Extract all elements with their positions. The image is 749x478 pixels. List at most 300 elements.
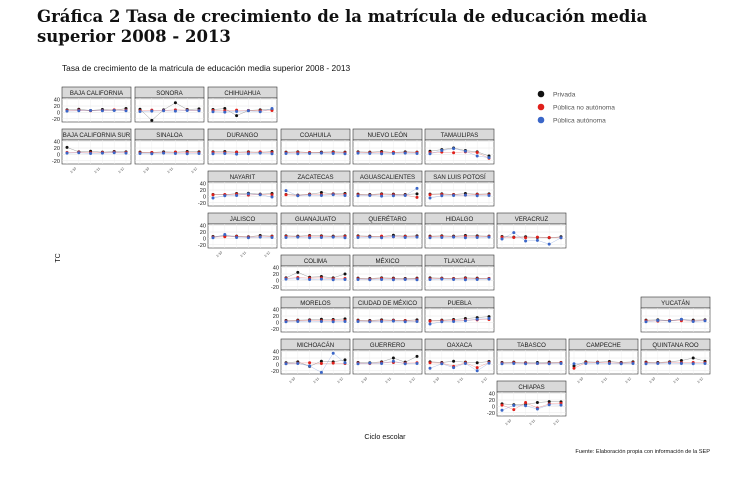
data-point: [488, 194, 491, 197]
data-point: [223, 111, 226, 114]
y-tick-label: 20: [199, 188, 206, 194]
facet-panel: [281, 171, 350, 206]
data-point: [308, 236, 311, 239]
data-point: [392, 235, 395, 238]
data-point: [429, 367, 432, 370]
x-tick-label: 2-10: [142, 166, 151, 175]
data-point: [271, 236, 274, 239]
facet-panel: [425, 339, 494, 384]
y-tick-label: 0: [56, 152, 60, 159]
legend-marker: [538, 117, 545, 124]
legend-marker: [538, 104, 545, 111]
facet-panel: [487, 381, 566, 426]
data-point: [416, 187, 419, 190]
data-point: [512, 404, 515, 407]
data-point: [101, 109, 104, 112]
data-point: [332, 362, 335, 365]
data-point: [320, 194, 323, 197]
data-point: [404, 320, 407, 323]
facet-strip-label: COAHUILA: [299, 132, 332, 139]
data-point: [332, 278, 335, 281]
legend-marker: [538, 91, 545, 98]
data-point: [464, 150, 467, 153]
facet-strip-label: ZACATECAS: [297, 174, 334, 181]
data-point: [476, 278, 479, 281]
x-tick-label: 2-11: [166, 166, 175, 175]
data-point: [440, 278, 443, 281]
facet-strip-label: MÉXICO: [375, 258, 400, 265]
data-point: [285, 362, 288, 365]
facet-plot-area: [425, 308, 494, 332]
data-point: [344, 194, 347, 197]
facet-strip-label: COLIMA: [303, 258, 328, 265]
facet-strip-label: CHIHUAHUA: [224, 90, 261, 97]
facet-strip-label: SAN LUIS POTOSÍ: [433, 174, 486, 181]
facet-panel: [353, 339, 422, 384]
data-point: [320, 371, 323, 374]
facet-panel: [135, 129, 204, 174]
data-point: [344, 278, 347, 281]
y-tick-label: 20: [272, 314, 279, 320]
data-point: [404, 278, 407, 281]
y-tick-label: -20: [51, 116, 60, 123]
data-point: [512, 362, 515, 365]
facet-strip-label: NAYARIT: [229, 174, 256, 181]
data-point: [186, 109, 189, 112]
data-point: [524, 239, 527, 242]
data-point: [344, 273, 347, 276]
x-tick-label: 2-11: [528, 418, 537, 427]
data-point: [452, 278, 455, 281]
data-point: [380, 362, 383, 365]
data-point: [452, 366, 455, 369]
data-point: [308, 194, 311, 197]
data-point: [416, 236, 419, 239]
y-tick-label: -20: [270, 326, 279, 333]
x-tick-label: 2-12: [552, 418, 561, 427]
data-point: [125, 109, 128, 112]
y-tick-label: 40: [272, 307, 279, 314]
data-point: [668, 362, 671, 365]
y-tick-label: 0: [275, 320, 279, 327]
data-point: [429, 197, 432, 200]
data-point: [476, 318, 479, 321]
data-point: [536, 407, 539, 410]
data-point: [308, 320, 311, 323]
data-point: [476, 194, 479, 197]
data-point: [560, 236, 563, 239]
data-point: [357, 320, 360, 323]
data-point: [296, 277, 299, 280]
facet-panel: [135, 87, 204, 122]
data-point: [296, 152, 299, 155]
x-tick-label: 2-10: [504, 418, 513, 427]
data-point: [344, 320, 347, 323]
facet-strip-label: TLAXCALA: [443, 258, 476, 265]
facet-strip-label: SONORA: [156, 90, 183, 97]
data-point: [198, 152, 201, 155]
data-point: [536, 401, 539, 404]
data-point: [416, 278, 419, 281]
x-tick-label: 2-10: [360, 376, 369, 385]
x-tick-label: 2-11: [600, 376, 609, 385]
data-point: [440, 194, 443, 197]
facet-plot-area: [62, 140, 131, 164]
data-point: [536, 239, 539, 242]
data-point: [308, 361, 311, 364]
data-point: [368, 278, 371, 281]
data-point: [235, 110, 238, 113]
x-tick-label: 2-12: [480, 376, 489, 385]
data-point: [692, 320, 695, 323]
x-tick-label: 2-10: [215, 250, 224, 259]
data-point: [704, 362, 707, 365]
data-point: [77, 151, 80, 154]
data-point: [296, 194, 299, 197]
data-point: [404, 152, 407, 155]
data-point: [680, 318, 683, 321]
data-point: [368, 152, 371, 155]
data-point: [501, 238, 504, 241]
x-tick-label: 2-10: [69, 166, 78, 175]
facet-panel: [52, 129, 131, 174]
facet-panel: [271, 297, 350, 333]
facet-strip-label: HIDALGO: [445, 216, 474, 223]
data-point: [296, 271, 299, 274]
data-point: [77, 109, 80, 112]
data-point: [416, 320, 419, 323]
data-point: [285, 278, 288, 281]
y-tick-label: -20: [197, 242, 206, 249]
data-point: [271, 152, 274, 155]
data-point: [271, 196, 274, 199]
facet-strip-label: TAMAULIPAS: [440, 132, 479, 139]
data-point: [285, 189, 288, 192]
facet-panel: [353, 171, 422, 206]
data-point: [404, 362, 407, 365]
y-tick-label: 0: [275, 278, 279, 285]
facet-plot-area: [497, 392, 566, 416]
data-point: [536, 236, 539, 239]
data-point: [476, 155, 479, 158]
facet-panel: [198, 171, 277, 207]
data-point: [416, 196, 419, 199]
data-point: [223, 194, 226, 197]
data-point: [285, 152, 288, 155]
facet-plot-area: [641, 350, 710, 374]
facet-panel: [497, 339, 566, 374]
data-point: [308, 365, 311, 368]
data-point: [357, 194, 360, 197]
facet-plot-area: [353, 350, 422, 374]
data-point: [174, 152, 177, 155]
data-point: [440, 236, 443, 239]
data-point: [476, 361, 479, 364]
x-tick-label: 2-11: [312, 376, 321, 385]
x-tick-label: 2-11: [93, 166, 102, 175]
data-point: [150, 110, 153, 113]
facet-panel: [271, 339, 350, 384]
facet-panel: [353, 297, 422, 332]
data-point: [452, 236, 455, 239]
data-point: [332, 320, 335, 323]
y-tick-label: 40: [272, 349, 279, 356]
y-tick-label: 40: [199, 223, 206, 230]
data-point: [512, 231, 515, 234]
x-axis-label: Ciclo escolar: [364, 432, 406, 441]
x-tick-label: 2-11: [384, 376, 393, 385]
data-point: [235, 194, 238, 197]
data-point: [429, 323, 432, 326]
data-point: [332, 193, 335, 196]
facet-panel: [497, 213, 566, 248]
data-point: [392, 152, 395, 155]
facet-panel: [641, 297, 710, 332]
x-tick-label: 2-11: [456, 376, 465, 385]
x-tick-label: 2-12: [696, 376, 705, 385]
y-tick-label: 0: [202, 236, 206, 243]
data-point: [368, 236, 371, 239]
data-point: [125, 152, 128, 155]
data-point: [89, 109, 92, 112]
data-point: [259, 236, 262, 239]
data-point: [645, 320, 648, 323]
data-point: [573, 367, 576, 370]
y-tick-label: 40: [53, 97, 60, 104]
y-tick-label: 20: [272, 272, 279, 278]
data-point: [380, 236, 383, 239]
data-point: [704, 319, 707, 322]
facet-strip-label: BAJA CALIFORNIA SUR: [62, 132, 131, 139]
y-tick-label: 0: [202, 194, 206, 201]
x-tick-label: 2-10: [576, 376, 585, 385]
data-point: [259, 193, 262, 196]
data-point: [344, 358, 347, 361]
facet-panel: [353, 255, 422, 290]
data-point: [656, 319, 659, 322]
data-point: [476, 236, 479, 239]
facet-panel: [425, 129, 494, 164]
data-point: [247, 109, 250, 112]
facet-strip-label: GUERRERO: [369, 342, 406, 349]
data-point: [632, 362, 635, 365]
data-point: [476, 366, 479, 369]
y-tick-label: -20: [270, 368, 279, 375]
facet-panel: [271, 255, 350, 291]
data-point: [512, 236, 515, 239]
y-tick-label: 20: [199, 230, 206, 236]
data-point: [308, 278, 311, 281]
data-point: [344, 152, 347, 155]
data-point: [247, 192, 250, 195]
facet-panel: [208, 87, 277, 122]
data-point: [320, 236, 323, 239]
data-point: [380, 278, 383, 281]
legend-label: Pública no autónoma: [553, 104, 615, 112]
facet-strip-label: CHIAPAS: [518, 384, 545, 391]
x-tick-label: 2-12: [408, 376, 417, 385]
facet-panel: [641, 339, 710, 384]
x-tick-label: 2-12: [190, 166, 199, 175]
y-tick-label: -20: [270, 284, 279, 291]
y-tick-label: 20: [272, 356, 279, 362]
facet-strip-label: TABASCO: [517, 342, 546, 349]
facet-panel: [281, 213, 350, 248]
data-point: [501, 362, 504, 365]
data-point: [271, 107, 274, 110]
data-point: [548, 403, 551, 406]
data-point: [573, 362, 576, 365]
data-point: [223, 233, 226, 236]
facet-panel: [353, 129, 422, 164]
data-point: [452, 194, 455, 197]
data-point: [320, 278, 323, 281]
data-point: [680, 362, 683, 365]
facet-strip-label: SINALOA: [156, 132, 183, 139]
data-point: [285, 236, 288, 239]
data-point: [285, 320, 288, 323]
data-point: [212, 193, 215, 196]
data-point: [139, 152, 142, 155]
data-point: [404, 194, 407, 197]
data-point: [429, 320, 432, 323]
facet-panel: [198, 213, 277, 258]
y-tick-label: 0: [491, 404, 495, 411]
data-point: [320, 320, 323, 323]
data-point: [368, 320, 371, 323]
data-point: [429, 361, 432, 364]
data-point: [524, 236, 527, 239]
data-point: [584, 362, 587, 365]
y-tick-label: 20: [53, 104, 60, 110]
data-point: [380, 152, 383, 155]
data-point: [536, 362, 539, 365]
data-point: [247, 236, 250, 239]
facet-strip-label: CAMPECHE: [586, 342, 621, 349]
data-point: [150, 152, 153, 155]
data-point: [416, 355, 419, 358]
data-point: [488, 362, 491, 365]
facet-panel: [208, 129, 277, 164]
facet-panel: [52, 87, 131, 123]
data-point: [235, 236, 238, 239]
data-point: [488, 278, 491, 281]
data-point: [476, 369, 479, 372]
data-point: [560, 362, 563, 365]
y-axis-label: TC: [55, 253, 62, 263]
data-point: [174, 101, 177, 104]
legend-label: Pública autónoma: [553, 117, 606, 125]
data-point: [392, 278, 395, 281]
data-point: [212, 236, 215, 239]
data-point: [296, 236, 299, 239]
x-tick-label: 2-11: [239, 250, 248, 259]
data-point: [139, 110, 142, 113]
data-point: [440, 362, 443, 365]
data-point: [488, 156, 491, 159]
data-point: [357, 236, 360, 239]
y-tick-label: 40: [488, 391, 495, 398]
facet-panel: [425, 171, 494, 206]
data-point: [174, 110, 177, 113]
data-point: [524, 404, 527, 407]
data-point: [476, 151, 479, 154]
data-point: [488, 317, 491, 320]
data-point: [285, 193, 288, 196]
data-point: [452, 320, 455, 323]
data-point: [66, 152, 69, 155]
y-tick-label: -20: [197, 200, 206, 207]
x-tick-label: 2-12: [263, 250, 272, 259]
data-point: [150, 119, 153, 122]
data-point: [429, 278, 432, 281]
facet-strip-label: DURANGO: [226, 132, 259, 139]
data-point: [464, 236, 467, 239]
data-point: [404, 236, 407, 239]
data-point: [296, 362, 299, 365]
data-point: [101, 152, 104, 155]
source-note: Fuente: Elaboración propia con información de la SEP: [575, 449, 710, 455]
y-tick-label: -20: [51, 158, 60, 165]
data-point: [464, 319, 467, 322]
facet-panel: [425, 297, 494, 332]
data-point: [320, 152, 323, 155]
facet-strip-label: MORELOS: [300, 300, 331, 307]
data-point: [452, 360, 455, 363]
data-point: [368, 362, 371, 365]
data-point: [429, 152, 432, 155]
facet-strip-label: JALISCO: [229, 216, 256, 223]
data-point: [357, 362, 360, 365]
data-point: [380, 195, 383, 198]
data-point: [212, 152, 215, 155]
facet-strip-label: NUEVO LEÓN: [367, 132, 408, 139]
facet-panel: [281, 129, 350, 164]
data-point: [668, 320, 671, 323]
data-point: [320, 362, 323, 365]
data-point: [429, 236, 432, 239]
facet-panel: [569, 339, 638, 384]
facet-panel: [425, 213, 494, 248]
x-tick-label: 2-12: [624, 376, 633, 385]
data-point: [645, 362, 648, 365]
facet-plot-area: [425, 140, 494, 164]
data-point: [440, 320, 443, 323]
y-tick-label: -20: [486, 410, 495, 417]
y-tick-label: 20: [488, 398, 495, 404]
facet-strip-label: QUERÉTARO: [368, 216, 407, 223]
data-point: [416, 152, 419, 155]
data-point: [429, 193, 432, 196]
data-point: [368, 194, 371, 197]
facet-panel: [353, 213, 422, 248]
x-tick-label: 2-10: [288, 376, 297, 385]
y-tick-label: 40: [272, 265, 279, 272]
data-point: [344, 236, 347, 239]
data-point: [452, 151, 455, 154]
facet-strip-label: MICHOACÁN: [296, 342, 335, 349]
x-tick-label: 2-10: [648, 376, 657, 385]
data-point: [296, 320, 299, 323]
facet-strip-label: YUCATÁN: [661, 300, 690, 307]
data-point: [89, 152, 92, 155]
data-point: [113, 109, 116, 112]
facet-plot-area: [281, 308, 350, 332]
data-point: [392, 320, 395, 323]
panels: [52, 87, 710, 426]
data-point: [512, 408, 515, 411]
data-point: [113, 151, 116, 154]
